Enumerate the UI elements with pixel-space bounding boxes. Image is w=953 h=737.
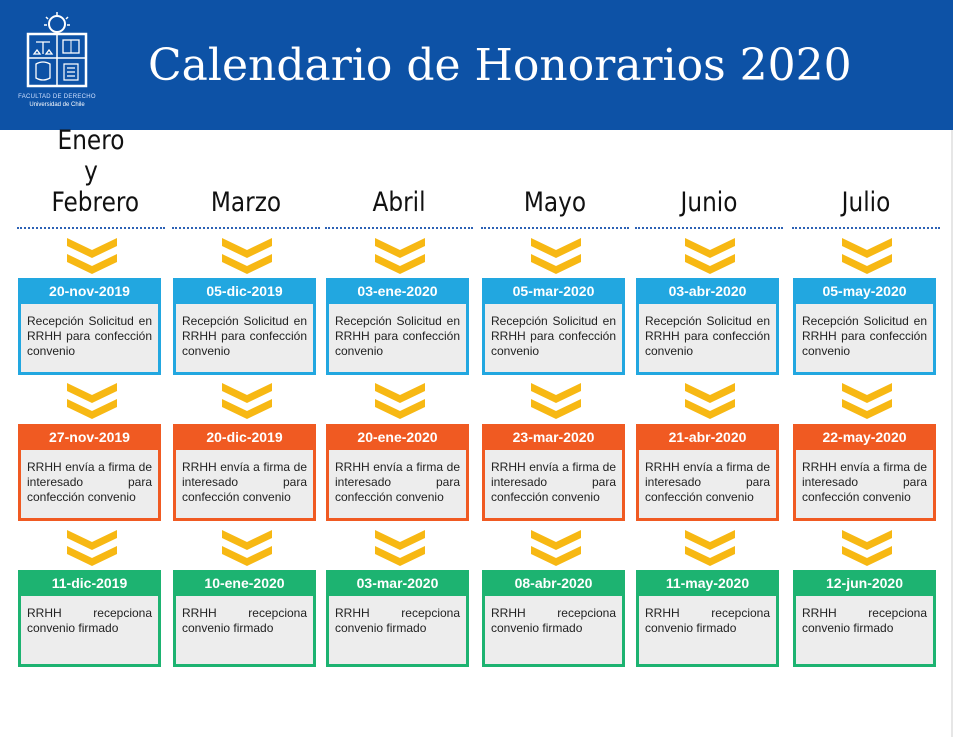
double-chevron-down-icon — [531, 530, 581, 568]
stage-date: 11-may-2020 — [665, 575, 750, 591]
stage-description: RRHH envía a firma de interesado para confección convenio — [491, 460, 616, 504]
stage-date: 03-mar-2020 — [356, 575, 439, 591]
logo-faculty-text: FACULTAD DE DERECHO — [18, 94, 96, 100]
stage-card-stage3 — [173, 570, 316, 667]
dotted-divider — [792, 227, 940, 229]
stage-card-stage3 — [636, 570, 779, 667]
month-heading-label: Julio — [841, 187, 891, 218]
double-chevron-down-icon — [375, 530, 425, 568]
stage-description: Recepción Solicitud en RRHH para confección convenio — [335, 314, 460, 358]
faculty-logo — [18, 12, 96, 124]
double-chevron-down-icon — [685, 383, 735, 421]
stage-date: 10-ene-2020 — [204, 575, 285, 591]
dotted-divider — [172, 227, 320, 229]
month-heading — [182, 150, 311, 218]
stage-description: RRHH recepciona convenio firmado — [645, 606, 770, 635]
dotted-divider — [325, 227, 473, 229]
double-chevron-down-icon — [842, 383, 892, 421]
month-heading-label: Mayo — [523, 187, 587, 218]
stage-date: 11-dic-2019 — [51, 575, 128, 591]
stage-description: Recepción Solicitud en RRHH para confección convenio — [802, 314, 927, 358]
stage-card-stage1 — [482, 278, 625, 375]
stage-date: 21-abr-2020 — [668, 429, 747, 445]
stage-date: 27-nov-2019 — [49, 429, 130, 445]
stage-card-stage1 — [173, 278, 316, 375]
month-heading — [27, 125, 156, 218]
stage-date: 05-dic-2019 — [206, 283, 283, 299]
stage-card-stage3 — [18, 570, 161, 667]
stage-card-stage2 — [173, 424, 316, 521]
month-heading — [645, 150, 774, 218]
month-heading — [335, 150, 464, 218]
stage-card-stage3 — [482, 570, 625, 667]
stage-description: Recepción Solicitud en RRHH para confección convenio — [491, 314, 616, 358]
stage-card-stage3 — [793, 570, 936, 667]
double-chevron-down-icon — [67, 238, 117, 276]
stage-card-stage1 — [636, 278, 779, 375]
double-chevron-down-icon — [375, 238, 425, 276]
stage-description: Recepción Solicitud en RRHH para confección convenio — [645, 314, 770, 358]
stage-date: 08-abr-2020 — [514, 575, 593, 591]
stage-date: 12-jun-2020 — [825, 575, 904, 591]
logo-university-text: Universidad de Chile — [29, 102, 85, 108]
stage-date: 23-mar-2020 — [512, 429, 595, 445]
stage-description: Recepción Solicitud en RRHH para confección convenio — [182, 314, 307, 358]
stage-date: 05-mar-2020 — [512, 283, 595, 299]
stage-date: 03-ene-2020 — [357, 283, 438, 299]
stage-description: RRHH recepciona convenio firmado — [802, 606, 927, 635]
dotted-divider — [481, 227, 629, 229]
stage-card-stage2 — [636, 424, 779, 521]
stage-description: RRHH envía a firma de interesado para confección convenio — [27, 460, 152, 504]
double-chevron-down-icon — [531, 383, 581, 421]
stage-description: RRHH recepciona convenio firmado — [27, 606, 152, 635]
stage-description: RRHH envía a firma de interesado para confección convenio — [182, 460, 307, 504]
month-heading-label: Junio — [680, 187, 738, 218]
double-chevron-down-icon — [222, 238, 272, 276]
stage-description: Recepción Solicitud en RRHH para confección convenio — [27, 314, 152, 358]
stage-date: 05-may-2020 — [822, 283, 907, 299]
stage-card-stage2 — [482, 424, 625, 521]
stage-description: RRHH recepciona convenio firmado — [335, 606, 460, 635]
month-heading — [491, 150, 620, 218]
stage-card-stage2 — [793, 424, 936, 521]
dotted-divider — [635, 227, 783, 229]
month-heading-label: Enero y Febrero — [51, 125, 140, 218]
double-chevron-down-icon — [842, 530, 892, 568]
double-chevron-down-icon — [685, 238, 735, 276]
stage-card-stage2 — [326, 424, 469, 521]
stage-card-stage1 — [326, 278, 469, 375]
stage-date: 20-dic-2019 — [206, 429, 283, 445]
stage-date: 20-nov-2019 — [49, 283, 130, 299]
stage-description: RRHH recepciona convenio firmado — [491, 606, 616, 635]
double-chevron-down-icon — [685, 530, 735, 568]
page-header — [0, 0, 953, 130]
page-title: Calendario de Honorarios 2020 — [148, 40, 852, 91]
double-chevron-down-icon — [375, 383, 425, 421]
stage-card-stage1 — [793, 278, 936, 375]
double-chevron-down-icon — [67, 383, 117, 421]
double-chevron-down-icon — [67, 530, 117, 568]
stage-card-stage2 — [18, 424, 161, 521]
stage-description: RRHH envía a firma de interesado para confección convenio — [335, 460, 460, 504]
double-chevron-down-icon — [531, 238, 581, 276]
double-chevron-down-icon — [842, 238, 892, 276]
stage-date: 03-abr-2020 — [668, 283, 747, 299]
stage-date: 22-may-2020 — [822, 429, 907, 445]
month-heading — [802, 150, 931, 218]
double-chevron-down-icon — [222, 383, 272, 421]
month-heading-label: Abril — [372, 187, 426, 218]
university-crest-icon — [26, 12, 88, 92]
stage-date: 20-ene-2020 — [357, 429, 438, 445]
month-heading-label: Marzo — [210, 187, 282, 218]
stage-description: RRHH envía a firma de interesado para confección convenio — [802, 460, 927, 504]
stage-card-stage1 — [18, 278, 161, 375]
dotted-divider — [17, 227, 165, 229]
stage-description: RRHH envía a firma de interesado para confección convenio — [645, 460, 770, 504]
stage-card-stage3 — [326, 570, 469, 667]
stage-description: RRHH recepciona convenio firmado — [182, 606, 307, 635]
double-chevron-down-icon — [222, 530, 272, 568]
